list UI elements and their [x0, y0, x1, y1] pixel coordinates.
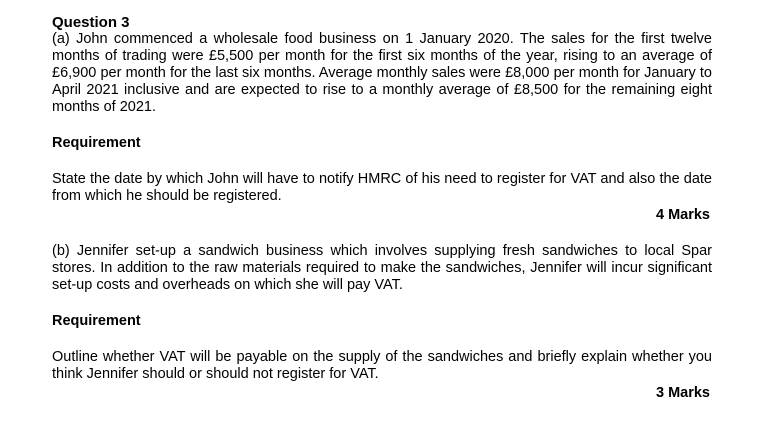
part-a-text: (a) John commenced a wholesale food business on 1 January 2020. The sales for the first twelve months of trading were £5,500 per month for the first six months of the year, rising to an average of £6,900 per month for the last six months. Average monthly sales were £8,000 per month for January to April 2021 inclusive and are expected to rise to a monthly average of £8,500 for the remaining eight months of 2021. [52, 31, 712, 115]
part-b-requirement-heading: Requirement [52, 313, 141, 329]
question-title: Question 3 [52, 14, 130, 31]
question-page [52, 14, 712, 402]
part-b-text: (b) Jennifer set-up a sandwich business which involves supplying fresh sandwiches to local Spar stores. In addition to the raw materials required to make the sandwiches, Jennifer will incur significant set-up costs and overheads on which she will pay VAT. [52, 243, 712, 293]
part-b-requirement-text: Outline whether VAT will be payable on the supply of the sandwiches and briefly explain whether you think Jennifer should or should not register for VAT. [52, 349, 712, 382]
part-a-requirement-heading: Requirement [52, 135, 141, 151]
part-b-marks: 3 Marks [655, 385, 710, 401]
part-a-requirement-text: State the date by which John will have to notify HMRC of his need to register for VAT and also the date from which he should be registered. [52, 171, 712, 204]
part-a-marks: 4 Marks [655, 207, 710, 223]
